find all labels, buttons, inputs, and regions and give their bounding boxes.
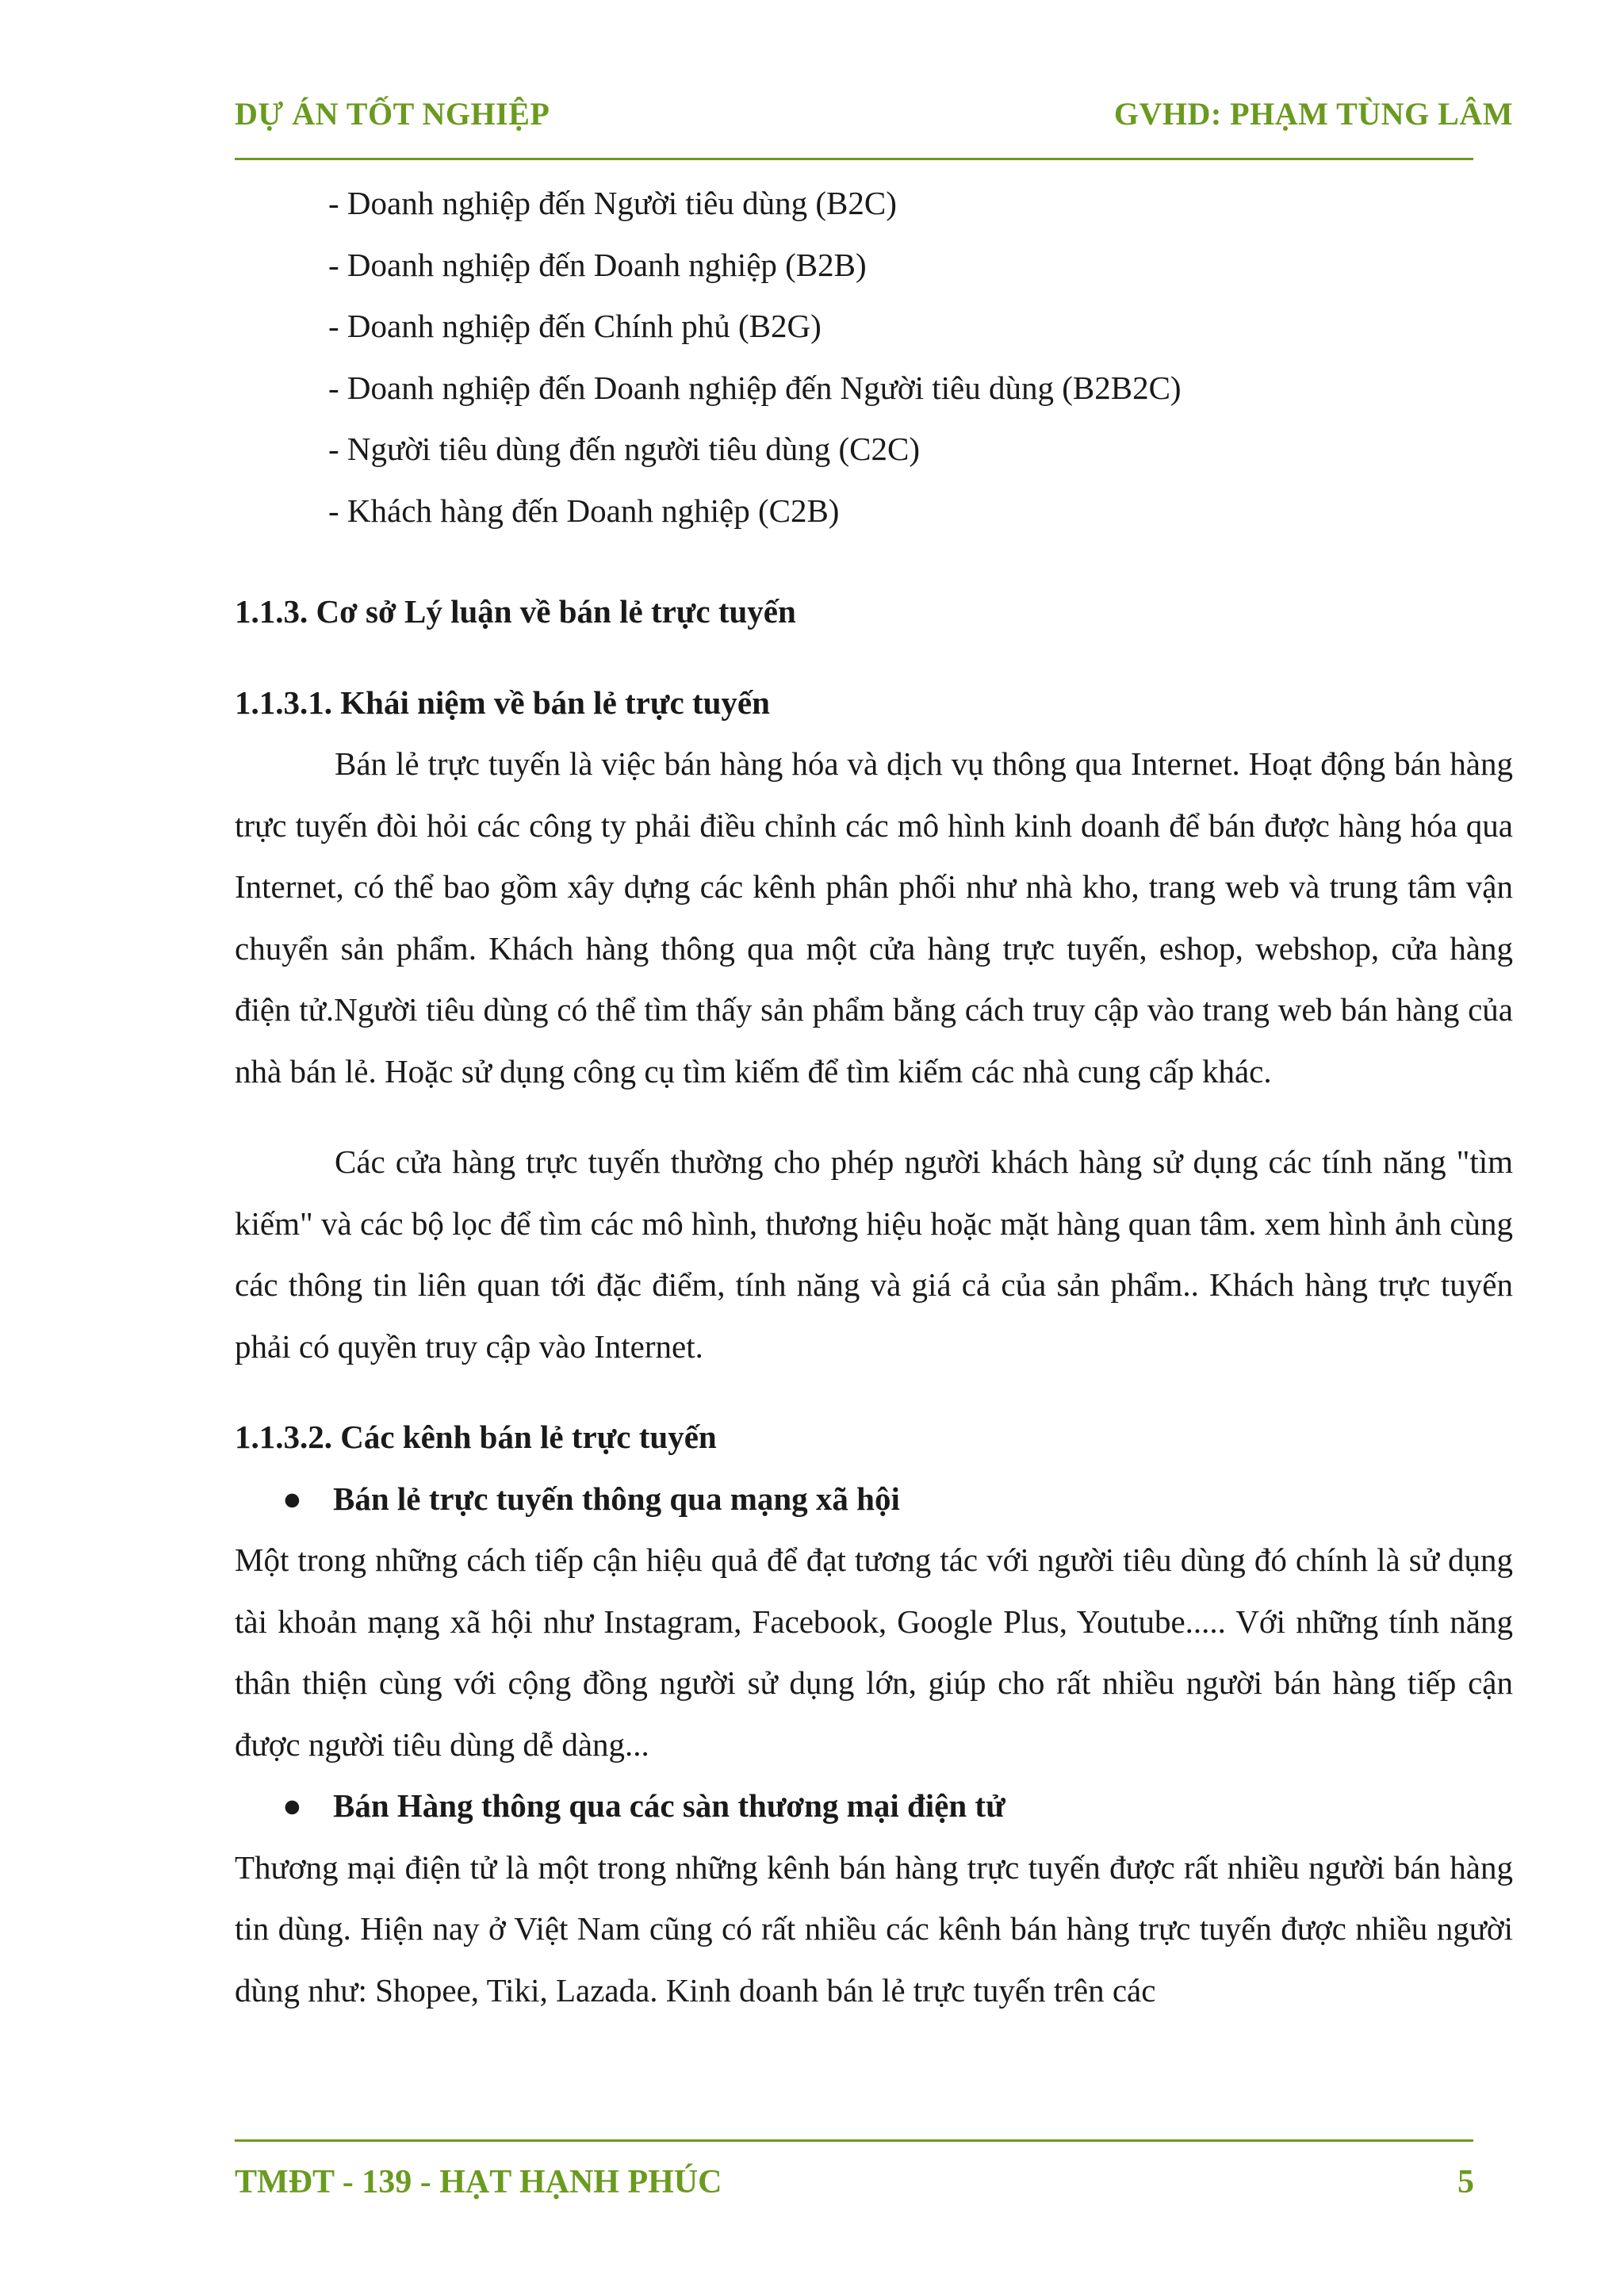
- page-number: 5: [1457, 2164, 1474, 2200]
- paragraph-social-media: Một trong những cách tiếp cận hiệu quả để đạt tương tác với người tiêu dùng đó chính là sử dụng tài khoản mạng xã hội như Instagram, Facebook, Google Plus, Youtube..... Với những tính năng thân thiện cùng với cộng đồng người sử dụng lớn, giúp cho rất nhiều người bán hàng tiếp cận được người tiêu dùng dễ dàng...: [235, 1541, 1513, 1763]
- bullet-icon: ●: [282, 1480, 302, 1517]
- list-item: - Doanh nghiệp đến Người tiêu dùng (B2C): [328, 185, 897, 221]
- list-item: - Doanh nghiệp đến Doanh nghiệp (B2B): [328, 246, 867, 283]
- section-heading-1-1-3-2: 1.1.3.2. Các kênh bán lẻ trực tuyến: [235, 1419, 717, 1455]
- bullet-social-media: [282, 1469, 1513, 1530]
- list-item: - Doanh nghiệp đến Doanh nghiệp đến Người tiêu dùng (B2B2C): [328, 369, 1182, 406]
- bullet-icon: ●: [282, 1787, 302, 1824]
- header-left-title: DỰ ÁN TỐT NGHIỆP: [235, 96, 550, 132]
- paragraph-features: Các cửa hàng trực tuyến thường cho phép người khách hàng sử dụng các tính năng "tìm kiếm" và các bộ lọc để tìm các mô hình, thương hiệu hoặc mặt hàng quan tâm. xem hình ảnh cùng các thông tin liên quan tới đặc điểm, tính năng và giá cả của sản phẩm.. Khách hàng trực tuyến phải có quyền truy cập vào Internet.: [235, 1143, 1513, 1365]
- list-item: - Khách hàng đến Doanh nghiệp (C2B): [328, 492, 840, 529]
- header-divider: [235, 158, 1473, 160]
- paragraph-definition: Bán lẻ trực tuyến là việc bán hàng hóa và dịch vụ thông qua Internet. Hoạt động bán hàng trực tuyến đòi hỏi các công ty phải điều chỉnh các mô hình kinh doanh để bán được hàng hóa qua Internet, có thể bao gồm xây dựng các kênh phân phối như nhà kho, trang web và trung tâm vận chuyển sản phẩm. Khách hàng thông qua một cửa hàng trực tuyến, eshop, webshop, cửa hàng điện tử.Người tiêu dùng có thể tìm thấy sản phẩm bằng cách truy cập vào trang web bán hàng của nhà bán lẻ. Hoặc sử dụng công cụ tìm kiếm để tìm kiếm các nhà cung cấp khác.: [235, 745, 1513, 1090]
- footer-project-name: TMĐT - 139 - HẠT HẠNH PHÚC: [235, 2164, 722, 2200]
- bullet-ecommerce: [282, 1775, 1513, 1837]
- section-heading-1-1-3: 1.1.3. Cơ sở Lý luận về bán lẻ trực tuyến: [235, 593, 796, 630]
- bullet-label: Bán Hàng thông qua các sàn thương mại điện tử: [333, 1787, 1005, 1824]
- list-item: - Doanh nghiệp đến Chính phủ (B2G): [328, 308, 822, 344]
- section-heading-1-1-3-1: 1.1.3.1. Khái niệm về bán lẻ trực tuyến: [235, 684, 770, 721]
- footer-divider: [235, 2139, 1473, 2142]
- paragraph-ecommerce: Thương mại điện tử là một trong những kênh bán hàng trực tuyến được rất nhiều người bán hàng tin dùng. Hiện nay ở Việt Nam cũng có rất nhiều các kênh bán hàng trực tuyến được nhiều người dùng như: Shopee, Tiki, Lazada. Kinh doanh bán lẻ trực tuyến trên các: [235, 1848, 1513, 2009]
- bullet-label: Bán lẻ trực tuyến thông qua mạng xã hội: [333, 1480, 900, 1517]
- page-content: [235, 173, 1513, 2021]
- list-item: - Người tiêu dùng đến người tiêu dùng (C2C): [328, 431, 921, 467]
- header-right-advisor: GVHD: PHẠM TÙNG LÂM: [1113, 96, 1513, 132]
